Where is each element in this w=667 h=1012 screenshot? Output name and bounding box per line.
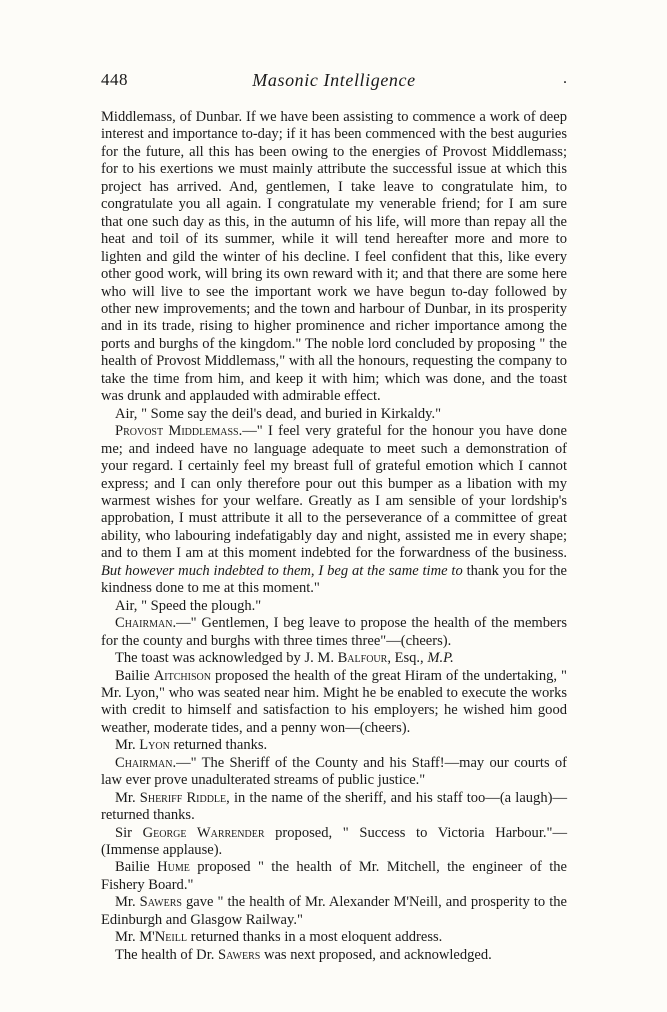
- para-bailie-aitchison: [101, 668, 567, 738]
- text-run: Sir: [115, 824, 143, 841]
- speaker-name: Balfour: [337, 650, 388, 667]
- speaker-name: Chairman.: [115, 615, 177, 632]
- speaker-name: Provost Middlemass.: [115, 423, 243, 440]
- speaker-name: M'Neill: [139, 929, 187, 946]
- text-run: The health of Dr.: [115, 946, 219, 963]
- text-run: proposed, " Success to Victoria Harbour."—(Immense applause).: [101, 824, 567, 859]
- italic-text: M.P.: [427, 650, 454, 667]
- text-run: , in the name of the sheriff, and his staff too—(a laugh)—returned thanks.: [101, 789, 567, 824]
- speaker-name: George Warrender: [142, 824, 265, 841]
- text-run: Mr.: [115, 929, 140, 946]
- speaker-name: Hume: [157, 859, 190, 876]
- speaker-name: Aitchison: [153, 667, 211, 684]
- para-chairman-sheriff: [101, 755, 567, 790]
- text-run: Bailie: [115, 667, 154, 684]
- para-mneill-returned: [101, 929, 567, 946]
- para-warrender: [101, 825, 567, 860]
- body-text: [101, 109, 567, 964]
- para-dr-sawers: [101, 947, 567, 964]
- text-run: , Esq.,: [387, 650, 428, 667]
- text-run: Bailie: [115, 859, 158, 876]
- text-run: gave " the health of Mr. Alexander M'Neill, and prosperity to the Edinburgh and Glasgow Railway.": [101, 894, 567, 928]
- speaker-name: Lyon: [139, 737, 170, 754]
- speaker-name: Chairman.: [115, 754, 177, 771]
- italic-text: But however much indebted to them, I beg at the same time to: [101, 562, 463, 579]
- para-lyon-thanks: [101, 737, 567, 754]
- para-bailie-hume: [101, 859, 567, 894]
- text-run: thank you for the kindness done to me at this moment.": [101, 562, 567, 597]
- text-run: —" The Sheriff of the County and his Staff!—may our courts of law ever prove unadulterated streams of public justice.": [101, 754, 567, 789]
- text-run: was next proposed, and acknowledged.: [260, 946, 492, 963]
- text-run: Mr.: [115, 894, 140, 911]
- text-run: Mr.: [115, 737, 140, 754]
- text-run: —" Gentlemen, I beg leave to propose the health of the members for the county and burghs with three times three"—(cheers).: [101, 615, 567, 649]
- para-speech-continuation: [101, 109, 567, 406]
- text-run: Air, " Speed the plough.": [115, 597, 262, 614]
- running-title: Masonic Intelligence: [252, 70, 416, 90]
- para-toast-balfour: [101, 650, 567, 667]
- speaker-name: Sawers: [218, 946, 261, 963]
- page-number: 448: [101, 70, 128, 89]
- text-run: Air, " Some say the deil's dead, and buried in Kirkaldy.": [115, 405, 442, 422]
- text-run: Middlemass, of Dunbar. If we have been assisting to commence a work of deep interest and importance to-day; if it has been commenced with the best auguries for the future, all this has been owing to the energies of Provost Middlemass; for to his exertions we must mainly attribute the successful issue at which this project has arrived. And, gentlemen, I take leave to congratulate him, to congratulate you all again. I congratulate my venerable friend; for I am sure that one such day as this, in the autumn of his life, will more than repay all the heat and toil of its summer, while it will tend hereafter more and more to lighten and gild the winter of his decline. I feel confident that this, like every other good work, will bring its own reward with it; and that there are some here who will live to see the important work we have begun to-day followed by other new improvements; and the town and harbour of Dunbar, in its prosperity and in its trade, rising to higher prominence and richer importance among the ports and burghs of the kingdom." The noble lord concluded by proposing " the health of Provost Middlemass," with all the honours, requesting the company to take the time from him, and keep it with him; which was done, and the toast was drunk and applauded with admirable effect.: [101, 109, 567, 405]
- text-run: proposed " the health of Mr. Mitchell, the engineer of the Fishery Board.": [101, 859, 567, 893]
- text-run: Mr.: [115, 789, 140, 806]
- text-run: proposed the health of the great Hiram of the undertaking, " Mr. Lyon," who was seated near him. Might he be enabled to execute the works with credit to himself and satisfaction to his employers; he wished him good weather, moderate tides, and a penny won—(cheers).: [101, 667, 567, 736]
- para-provost-reply: [101, 423, 567, 598]
- para-air-deil: [101, 406, 567, 423]
- text-run: returned thanks.: [169, 737, 268, 754]
- text-run: —" I feel very grateful for the honour you have done me; and indeed have no language adequate to meet such a demonstration of your regard. I certainly feel my breast full of grateful emotion which I cannot express; and I can only therefore pour out this bumper as a libation with my warmest wishes for your welfare. Greatly as I am sensible of your lordship's approbation, I must attribute it all to the perseverance of a committee of great ability, who labouring indefatigably day and night, assisted me in every shape; and to them I am at this moment indebted for the forwardness of the business.: [101, 423, 567, 562]
- running-title-mark: .: [563, 70, 567, 87]
- speaker-name: Sheriff Riddle: [139, 789, 227, 806]
- para-sawers-gave: [101, 894, 567, 929]
- para-sheriff-riddle: [101, 790, 567, 825]
- para-chairman-members: [101, 615, 567, 650]
- page-header: [101, 70, 567, 98]
- text-run: returned thanks in a most eloquent address.: [186, 929, 443, 946]
- speaker-name: Sawers: [139, 894, 182, 911]
- para-air-plough: [101, 598, 567, 615]
- text-run: The toast was acknowledged by J. M.: [115, 650, 338, 667]
